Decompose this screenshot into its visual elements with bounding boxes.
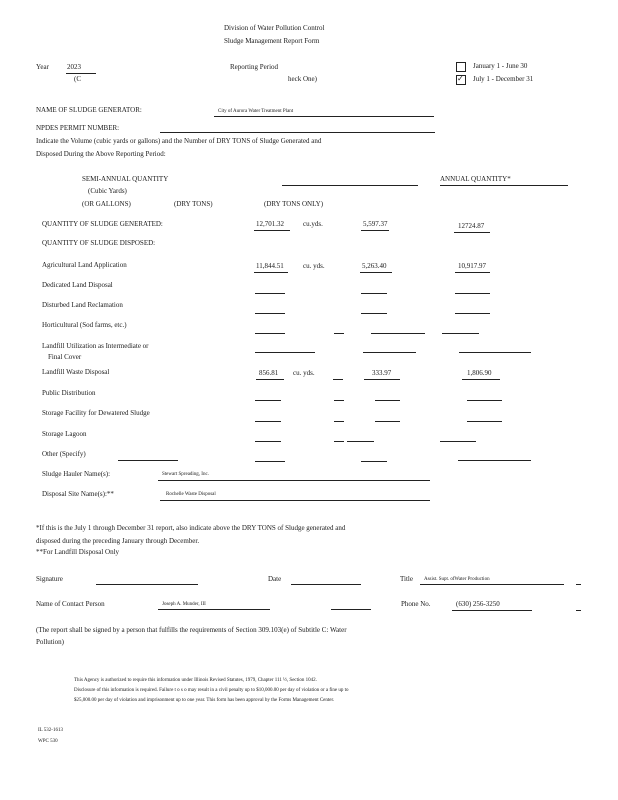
check-one-paren: (C <box>74 75 81 83</box>
generated-dry-tons-line <box>361 230 389 231</box>
phone-value[interactable]: (630) 256-3250 <box>456 600 500 608</box>
other-dry-tons-line[interactable] <box>361 461 387 462</box>
generated-label: QUANTITY OF SLUDGE GENERATED: <box>42 220 163 228</box>
landfill-waste-dry-tons-line <box>364 379 400 380</box>
public-dash <box>334 400 344 401</box>
legal-notice-line2: Disclosure of this information is required. Failure t o s o may result in a civil penalty up to $10,000.00 per day of violation or a fine up to <box>74 688 349 693</box>
title-underline <box>420 584 564 585</box>
landfill-util-annual-line[interactable] <box>459 352 531 353</box>
legal-notice-line1: This Agency is authorized to require this information under Illinois Revised Statutes, 1979, Chapter 111 ½, Section 1042. <box>74 678 317 683</box>
landfill-waste-volume-line <box>256 379 284 380</box>
horticultural-volume-line[interactable] <box>255 333 285 334</box>
generated-annual[interactable]: 12724.87 <box>458 222 485 230</box>
npdes-underline <box>160 132 435 133</box>
date-input[interactable] <box>291 584 361 585</box>
disturbed-dry-tons-line[interactable] <box>361 313 387 314</box>
generator-value[interactable]: City of Aurora Water Treatment Plant <box>218 109 294 114</box>
year-label: Year <box>36 63 49 71</box>
horticultural-dash <box>334 333 344 334</box>
hauler-label: Sludge Hauler Name(s): <box>42 470 111 478</box>
other-annual-line[interactable] <box>458 460 531 461</box>
semi-annual-header-line <box>282 185 418 186</box>
generator-underline <box>214 116 434 117</box>
storage-lagoon-annual-line[interactable] <box>440 441 476 442</box>
storage-facility-dash <box>334 421 344 422</box>
storage-facility-label: Storage Facility for Dewatered Sludge <box>42 409 150 417</box>
agricultural-dry-tons-line <box>360 272 392 273</box>
hauler-underline <box>158 480 430 481</box>
generated-dry-tons[interactable]: 5,597.37 <box>363 220 388 228</box>
landfill-waste-unit: cu. yds. <box>293 369 315 377</box>
storage-lagoon-dash <box>334 441 344 442</box>
storage-lagoon-dry-tons-line[interactable] <box>347 441 374 442</box>
final-cover-label: Final Cover <box>48 353 82 361</box>
title-label: Title <box>400 575 413 583</box>
dedicated-annual-line[interactable] <box>455 293 490 294</box>
form-code-wpc: WPC 530 <box>38 739 58 744</box>
landfill-waste-annual[interactable]: 1,806.90 <box>467 369 492 377</box>
dedicated-dry-tons-line[interactable] <box>361 293 387 294</box>
other-volume-line[interactable] <box>255 461 285 462</box>
phone-label: Phone No. <box>401 600 431 608</box>
agricultural-volume[interactable]: 11,844.51 <box>256 262 284 270</box>
annual-header-line <box>440 185 568 186</box>
generated-unit: cu.yds. <box>303 220 323 228</box>
storage-facility-volume-line[interactable] <box>255 421 281 422</box>
contact-extra-line[interactable] <box>331 609 371 610</box>
signature-label: Signature <box>36 575 63 583</box>
semi-annual-header: SEMI-ANNUAL QUANTITY <box>82 175 169 183</box>
landfill-util-dry-tons-line[interactable] <box>363 352 416 353</box>
check-one-label: heck One) <box>288 75 317 83</box>
disturbed-annual-line[interactable] <box>455 313 490 314</box>
instructions-line1: Indicate the Volume (cubic yards or gallons) and the Number of DRY TONS of Sludge Generated and <box>36 137 322 145</box>
form-code-il: IL 532-1613 <box>38 728 63 733</box>
agricultural-unit: cu. yds. <box>303 262 325 270</box>
legal-notice-line3: $25,000.00 per day of violation and imprisonment up to one year. This form has been approval by the Forms Management Center. <box>74 698 335 703</box>
signature-input[interactable] <box>96 584 198 585</box>
landfill-waste-volume[interactable]: 856.81 <box>259 369 279 377</box>
requirement-line1: (The report shall be signed by a person that fulfills the requirements of Section 309.103(e) of Subtitle C: Water <box>36 626 347 634</box>
agricultural-annual-line <box>455 272 490 273</box>
landfill-waste-dry-tons[interactable]: 333.97 <box>372 369 392 377</box>
storage-facility-dry-tons-line[interactable] <box>375 421 400 422</box>
contact-underline <box>158 609 270 610</box>
agricultural-dry-tons[interactable]: 5,263.40 <box>362 262 387 270</box>
landfill-waste-annual-line <box>462 379 500 380</box>
reporting-period-label: Reporting Period <box>230 63 279 71</box>
generated-volume[interactable]: 12,701.32 <box>256 220 284 228</box>
requirement-line2: Pollution) <box>36 638 65 646</box>
disturbed-volume-line[interactable] <box>255 313 285 314</box>
form-division-title: Division of Water Pollution Control <box>224 24 325 32</box>
horticultural-dry-tons-line[interactable] <box>371 333 425 334</box>
agricultural-label: Agricultural Land Application <box>42 261 127 269</box>
contact-value[interactable]: Joseph A. Munder, III <box>162 602 206 607</box>
year-underline <box>66 73 96 74</box>
note-july-december: *If this is the July 1 through December 31 report, also indicate above the DRY TONS of Sludge generated and <box>36 524 346 532</box>
landfill-waste-dash <box>333 379 343 380</box>
checkmark-icon: ✓ <box>457 74 464 83</box>
dedicated-volume-line[interactable] <box>255 293 285 294</box>
storage-lagoon-label: Storage Lagoon <box>42 430 87 438</box>
dry-tons-only-header: (DRY TONS ONLY) <box>264 200 324 208</box>
disposal-site-value[interactable]: Rochelle Waste Disposal <box>166 492 216 497</box>
agricultural-annual[interactable]: 10,917.97 <box>458 262 486 270</box>
note-landfill-only: **For Landfill Disposal Only <box>36 548 120 556</box>
other-specify-input[interactable] <box>118 460 178 461</box>
note-july-december-line2: disposed during the preceding January through December. <box>36 537 200 545</box>
instructions-line2: Disposed During the Above Reporting Period: <box>36 150 166 158</box>
title-end-dash <box>576 584 581 585</box>
landfill-waste-label: Landfill Waste Disposal <box>42 368 110 376</box>
form-title: Sludge Management Report Form <box>224 37 320 45</box>
period-july-december-label: July 1 - December 31 <box>473 75 534 83</box>
disposed-heading: QUANTITY OF SLUDGE DISPOSED: <box>42 239 156 247</box>
public-dry-tons-line[interactable] <box>375 400 400 401</box>
horticultural-annual-line[interactable] <box>442 333 479 334</box>
dry-tons-header: (DRY TONS) <box>174 200 213 208</box>
disturbed-label: Disturbed Land Reclamation <box>42 301 123 309</box>
agricultural-volume-line <box>254 272 288 273</box>
public-annual-line[interactable] <box>467 400 502 401</box>
other-specify-label: Other (Specify) <box>42 450 86 458</box>
cubic-yards-header: (Cubic Yards) <box>88 187 127 195</box>
phone-underline <box>452 610 532 611</box>
landfill-util-volume-line[interactable] <box>255 352 315 353</box>
public-distribution-label: Public Distribution <box>42 389 96 397</box>
npdes-label: NPDES PERMIT NUMBER: <box>36 124 120 132</box>
date-label: Date <box>268 575 282 583</box>
period-january-june-label: January 1 - June 30 <box>473 62 528 70</box>
hauler-value[interactable]: Stewart Spreading, Inc. <box>162 472 209 477</box>
annual-header: ANNUAL QUANTITY* <box>440 175 511 183</box>
generated-annual-line <box>454 232 490 233</box>
generated-volume-line <box>254 230 290 231</box>
horticultural-label: Horticultural (Sod farms, etc.) <box>42 321 127 329</box>
public-volume-line[interactable] <box>255 400 281 401</box>
landfill-utilization-label: Landfill Utilization as Intermediate or <box>42 342 149 350</box>
contact-label: Name of Contact Person <box>36 600 105 608</box>
generator-label: NAME OF SLUDGE GENERATOR: <box>36 106 142 114</box>
disposal-site-underline <box>160 500 430 501</box>
year-value[interactable]: 2023 <box>67 63 81 71</box>
period-january-june-checkbox[interactable] <box>456 62 466 72</box>
dedicated-label: Dedicated Land Disposal <box>42 281 113 289</box>
disposal-site-label: Disposal Site Name(s):** <box>42 490 114 498</box>
storage-lagoon-volume-line[interactable] <box>255 441 281 442</box>
title-value[interactable]: Assist. Supt. ofWater Production <box>424 577 490 582</box>
storage-facility-annual-line[interactable] <box>467 421 502 422</box>
or-gallons-header: (OR GALLONS) <box>82 200 131 208</box>
phone-end-dash <box>576 610 581 611</box>
